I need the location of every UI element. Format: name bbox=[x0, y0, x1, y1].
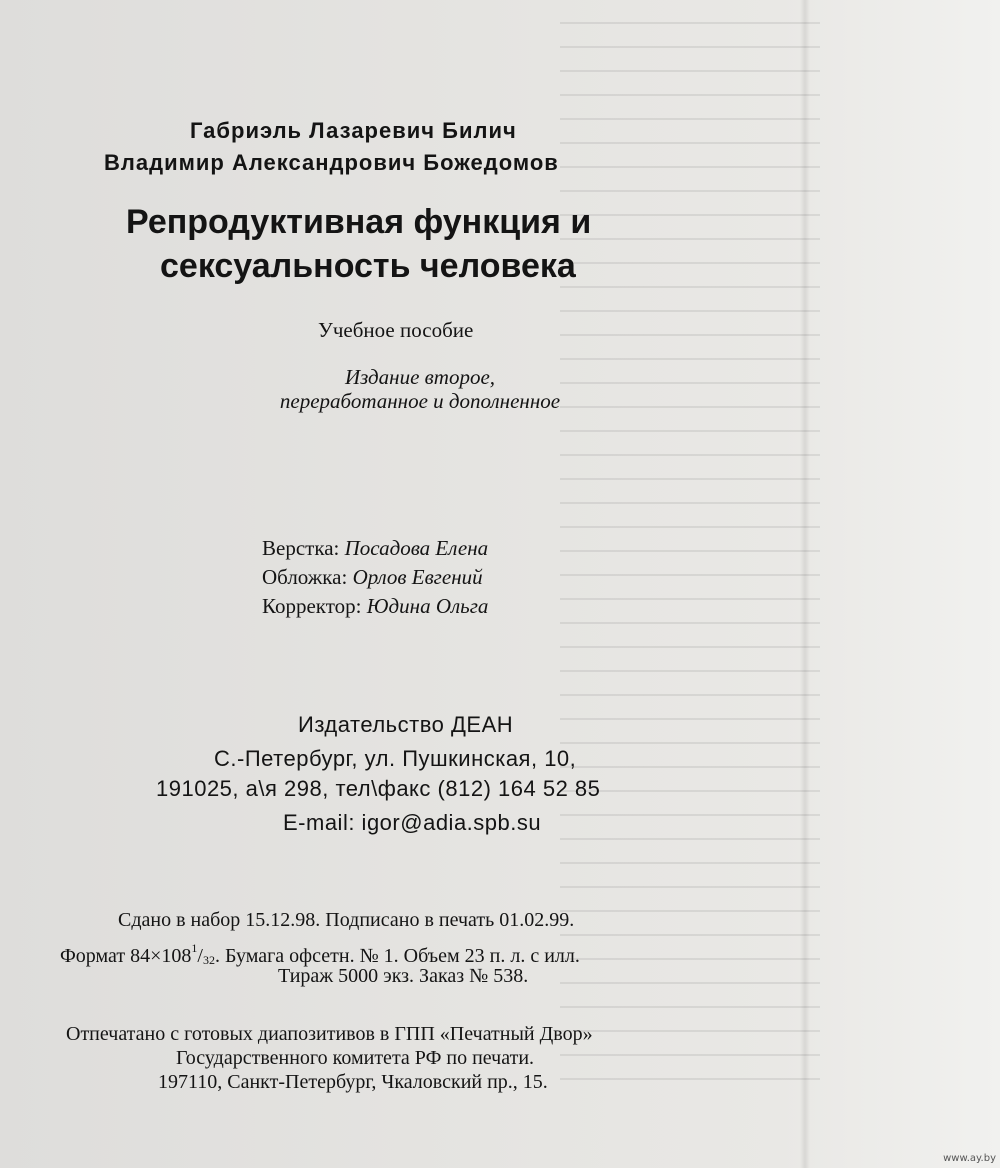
format-denominator: 32 bbox=[202, 953, 215, 967]
format-suffix: . Бумага офсетн. № 1. Объем 23 п. л. с илл. bbox=[214, 945, 580, 967]
format-numerator: 1 bbox=[191, 941, 198, 955]
print-run: Тираж 5000 экз. Заказ № 538. bbox=[278, 965, 529, 987]
credit-layout bbox=[262, 536, 488, 561]
print-dates: Сдано в набор 15.12.98. Подписано в печать 01.02.99. bbox=[118, 909, 575, 931]
show-through-text bbox=[560, 0, 820, 1100]
edition-line-2: переработанное и дополненное bbox=[279, 389, 561, 413]
author-1: Габриэль Лазаревич Билич bbox=[190, 118, 517, 143]
title-line-2: сексуальность человека bbox=[160, 247, 576, 285]
credit-name: Юдина Ольга bbox=[366, 594, 489, 618]
page-fold bbox=[800, 0, 810, 1168]
title-line-1: Репродуктивная функция и bbox=[126, 203, 592, 241]
author-2: Владимир Александрович Божедомов bbox=[104, 150, 559, 175]
subtitle: Учебное пособие bbox=[318, 318, 474, 342]
printer-line-2: Государственного комитета РФ по печати. bbox=[176, 1047, 535, 1069]
publisher-postal: 191025, а\я 298, тел\факс (812) 164 52 85 bbox=[156, 776, 601, 801]
credit-name: Посадова Елена bbox=[344, 536, 489, 560]
format-prefix: Формат 84×108 bbox=[60, 945, 192, 967]
credit-role: Корректор: bbox=[262, 594, 362, 618]
credit-name: Орлов Евгений bbox=[352, 565, 483, 589]
print-format: Формат $84\times 108^1/_{32}$. Бумага офсетн. № 1. Объем 23 п. л. с илл. bbox=[60, 941, 580, 967]
credit-role: Верстка: bbox=[262, 536, 340, 560]
printer-line-1: Отпечатано с готовых диапозитивов в ГПП «Печатный Двор» bbox=[66, 1023, 593, 1045]
edition-line-1: Издание второе, bbox=[344, 365, 496, 389]
publisher-address: С.-Петербург, ул. Пушкинская, 10, bbox=[214, 746, 577, 771]
credit-proofreader bbox=[262, 594, 488, 619]
watermark: www.ay.by bbox=[943, 1153, 996, 1164]
credit-cover bbox=[262, 565, 483, 590]
credit-role: Обложка: bbox=[262, 565, 348, 589]
publisher-email: E-mail: igor@adia.spb.su bbox=[283, 810, 542, 835]
printer-line-3: 197110, Санкт-Петербург, Чкаловский пр., 15. bbox=[158, 1071, 548, 1093]
publisher-name: Издательство ДЕАН bbox=[298, 712, 514, 737]
